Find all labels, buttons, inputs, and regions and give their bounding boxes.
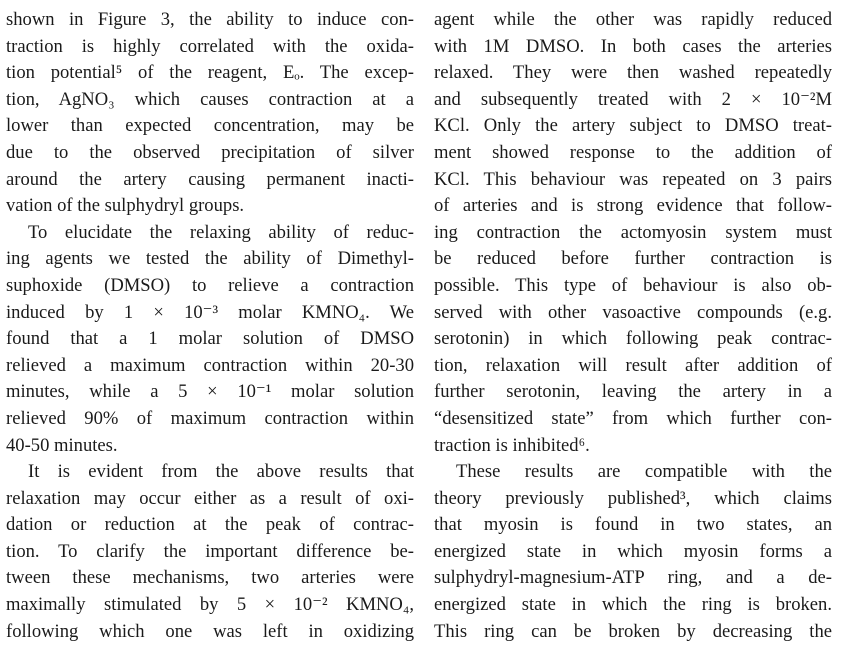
text-line: lower than expected concentration, may be [6,115,414,137]
text-line: that myosin is found in two states, an [434,514,832,536]
text-line: KCl. This behaviour was repeated on 3 pairs [434,168,832,190]
text-line: relieved a maximum contraction within 20-30 [6,354,414,376]
text-line: with 1M DMSO. In both cases the arteries [434,35,832,57]
text-line: of arteries and is strong evidence that follow- [434,195,832,217]
text-line: These results are compatible with the [456,461,832,483]
text-line: KCl. Only the artery subject to DMSO treat- [434,115,832,137]
text-line: ment showed response to the addition of [434,141,832,163]
text-line: relaxation may occur either as a result of oxi- [6,487,414,509]
text-line: minutes, while a 5 × 10⁻¹ molar solution [6,381,414,403]
text-line: following which one was left in oxidizing [6,620,414,642]
text-line: traction is highly correlated with the oxida- [6,35,414,57]
text-line: ing contraction the actomyosin system must [434,221,832,243]
text-line: further serotonin, leaving the artery in a [434,381,832,403]
text-line: maximally stimulated by 5 × 10⁻² KMNO₄, [6,594,414,616]
text-line: shown in Figure 3, the ability to induce con- [6,9,414,30]
text-line: traction is inhibited⁶. [434,434,590,456]
text-line: be reduced before further contraction is [434,248,832,270]
text-line: suphoxide (DMSO) to relieve a contraction [6,274,414,296]
text-line: possible. This type of behaviour is also ob- [434,274,832,296]
right-column [434,7,832,645]
text-line: serotonin) in which following peak contrac- [434,328,832,350]
text-line: This ring can be broken by decreasing the [434,620,832,642]
text-line: energized state in which myosin forms a [434,540,832,562]
text-line: It is evident from the above results that [28,461,414,483]
text-line: theory previously published³, which claims [434,487,832,509]
text-line: energized state in which the ring is broken. [434,594,832,616]
text-line: sulphydryl-magnesium-ATP ring, and a de- [434,567,832,589]
text-line: tween these mechanisms, two arteries were [6,567,414,589]
text-line: relieved 90% of maximum contraction within [6,407,414,429]
text-line: agent while the other was rapidly reduced [434,9,832,30]
text-line: induced by 1 × 10⁻³ molar KMNO₄. We [6,301,414,323]
text-line: due to the observed precipitation of silver [6,141,414,163]
text-line: ing agents we tested the ability of Dimethyl- [6,248,414,270]
left-column [6,7,414,645]
text-line: tion, relaxation will result after addition of [434,354,832,376]
text-line: “desensitized state” from which further con- [434,407,832,429]
text-line: 40-50 minutes. [6,434,118,456]
text-line: around the artery causing permanent inacti- [6,168,414,190]
text-line: relaxed. They were then washed repeatedly [434,62,832,84]
text-line: tion. To clarify the important difference be- [6,540,414,562]
text-line: served with other vasoactive compounds (e.g. [434,301,832,323]
text-line: tion potential⁵ of the reagent, Eₒ. The excep- [6,62,414,84]
text-line: To elucidate the relaxing ability of reduc- [28,221,414,243]
text-line: found that a 1 molar solution of DMSO [6,328,414,350]
text-line: dation or reduction at the peak of contrac- [6,514,414,536]
text-line: tion, AgNO₃ which causes contraction at a [6,88,414,110]
text-line: vation of the sulphydryl groups. [6,195,245,217]
text-line: and subsequently treated with 2 × 10⁻²M [434,88,832,110]
